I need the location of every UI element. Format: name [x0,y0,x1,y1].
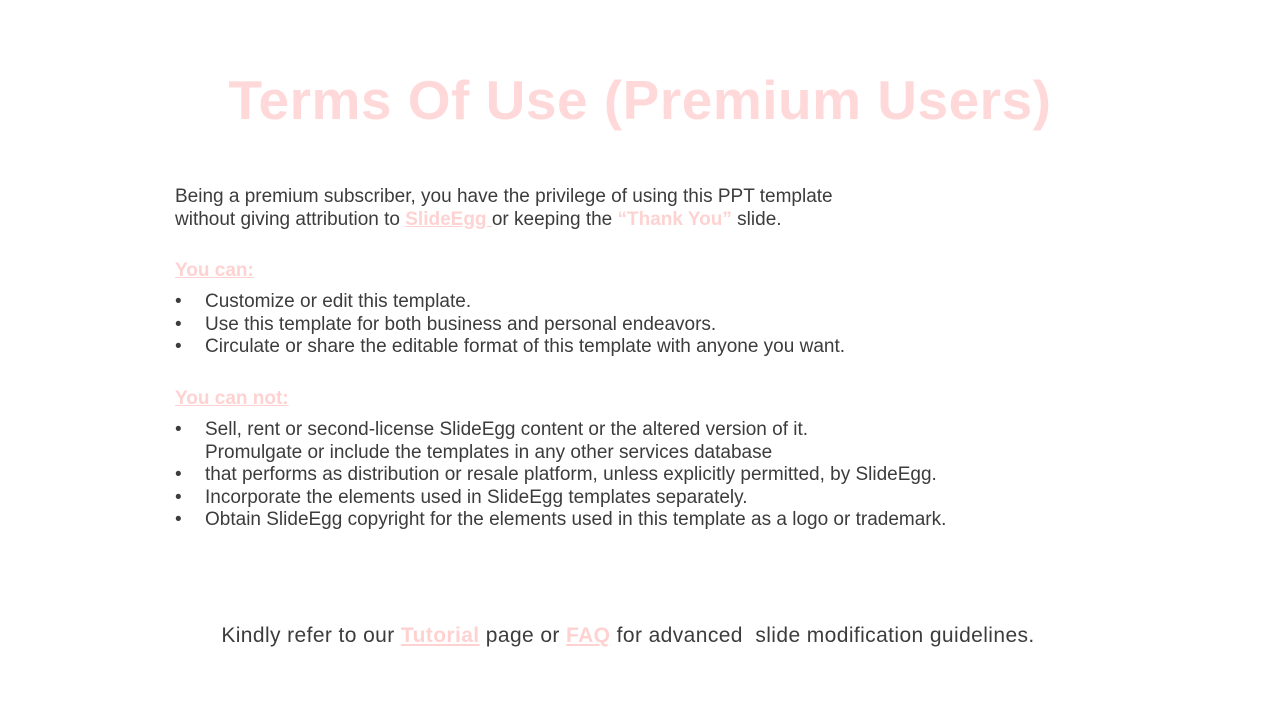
intro-line-2-suffix: slide. [731,208,782,230]
list-item-continuation [175,442,946,465]
footer-prefix: Kindly refer to our [221,624,401,647]
intro-line-2 [175,209,833,232]
intro-paragraph [175,186,833,231]
bullet-icon: • [175,464,182,485]
bullet-icon: • [175,336,182,357]
you-can-not-list [175,419,946,532]
you-can-list [175,291,845,359]
list-item [175,336,845,359]
list-item-text: Promulgate or include the templates in any other services database [205,441,773,463]
page-title: Terms Of Use (Premium Users) [228,69,1052,131]
intro-line-2-prefix: without giving attribution to [175,208,406,230]
list-item [175,419,946,442]
footer-suffix: for advanced slide modification guidelines. [610,624,1035,647]
faq-link[interactable]: FAQ [566,624,611,647]
tutorial-link[interactable]: Tutorial [400,624,480,647]
list-item [175,487,946,510]
footer-note [0,624,1256,648]
list-item [175,509,946,532]
list-item-text: Circulate or share the editable format of this template with anyone you want. [205,336,846,357]
footer-middle: page or [479,624,567,647]
list-item-text: Sell, rent or second-license SlideEgg content or the altered version of it. [205,419,809,440]
intro-line-1: Being a premium subscriber, you have the privilege of using this PPT template [175,186,833,207]
list-item-text: that performs as distribution or resale platform, unless explicitly permitted, by SlideEgg. [205,464,937,485]
bullet-icon: • [175,509,182,530]
list-item [175,314,845,337]
list-item-text: Use this template for both business and personal endeavors. [205,313,717,335]
bullet-icon: • [175,291,182,312]
list-item [175,291,845,314]
intro-line-2-middle: or keeping the [491,208,618,230]
you-can-not-heading: You can not: [175,388,289,409]
list-item-text: Obtain SlideEgg copyright for the elements used in this template as a logo or trademark. [205,509,947,530]
list-item-text: Incorporate the elements used in SlideEgg templates separately. [205,486,748,508]
bullet-icon: • [175,486,182,508]
slideegg-link[interactable]: SlideEgg [405,208,492,230]
bullet-icon: • [175,419,182,440]
list-item [175,464,946,487]
list-item-text: Customize or edit this template. [205,291,472,312]
thank-you-highlight: “Thank You” [617,208,732,230]
bullet-icon: • [175,313,182,335]
you-can-heading: You can: [175,260,254,281]
